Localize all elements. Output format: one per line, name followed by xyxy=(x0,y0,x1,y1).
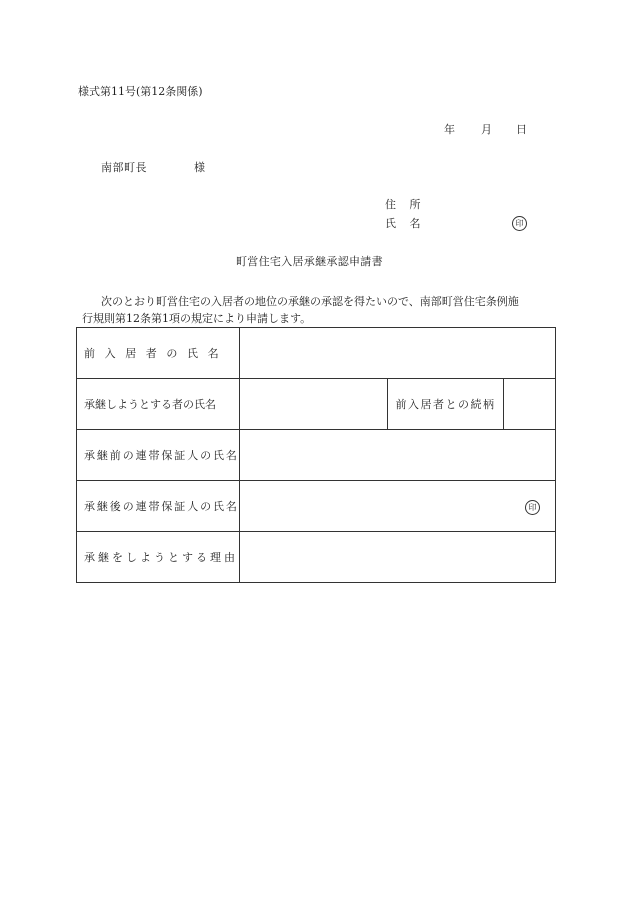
previous-resident-name-label: 前入居者の氏名 xyxy=(77,328,240,378)
document-title: 町営住宅入居承継承認申請書 xyxy=(236,255,383,268)
table-row-guarantor-before xyxy=(77,430,555,481)
body-text-line-1: 次のとおり町営住宅の入居者の地位の承継の承認を得たいので、南部町営住宅条例施 xyxy=(101,295,519,308)
guarantor-after-name-label: 承継後の連帯保証人の氏名 xyxy=(77,481,240,531)
body-text-line-2: 行規則第12条第1項の規定により申請します。 xyxy=(82,312,312,325)
relationship-field[interactable] xyxy=(504,379,555,429)
guarantor-after-name-field[interactable] xyxy=(240,481,555,531)
guarantor-seal-mark: 印 xyxy=(525,500,540,515)
addressee-name: 南部町長 xyxy=(101,161,147,174)
table-row-guarantor-after xyxy=(77,481,555,532)
date-day-label: 日 xyxy=(516,123,527,136)
applicant-seal-mark: 印 xyxy=(512,216,527,231)
date-year-label: 年 xyxy=(444,123,455,136)
applicant-address-label: 住 所 xyxy=(385,198,426,211)
applicant-name-label: 氏 名 xyxy=(385,217,426,230)
table-row-reason xyxy=(77,532,555,582)
application-table xyxy=(76,327,556,583)
succession-reason-label: 承継をしようとする理由 xyxy=(77,532,240,582)
relationship-label: 前入居者との続柄 xyxy=(387,379,504,429)
successor-name-label: 承継しようとする者の氏名 xyxy=(77,379,240,429)
previous-resident-name-field[interactable] xyxy=(240,328,555,378)
succession-reason-field[interactable] xyxy=(240,532,555,582)
date-month-label: 月 xyxy=(481,123,492,136)
table-row-previous-resident xyxy=(77,328,555,379)
successor-name-field[interactable] xyxy=(240,379,387,429)
addressee-honorific: 様 xyxy=(194,161,205,174)
guarantor-before-name-field[interactable] xyxy=(240,430,555,480)
table-row-successor xyxy=(77,379,555,430)
body-text xyxy=(78,293,556,327)
form-number: 様式第11号(第12条関係) xyxy=(78,85,203,98)
guarantor-before-name-label: 承継前の連帯保証人の氏名 xyxy=(77,430,240,480)
